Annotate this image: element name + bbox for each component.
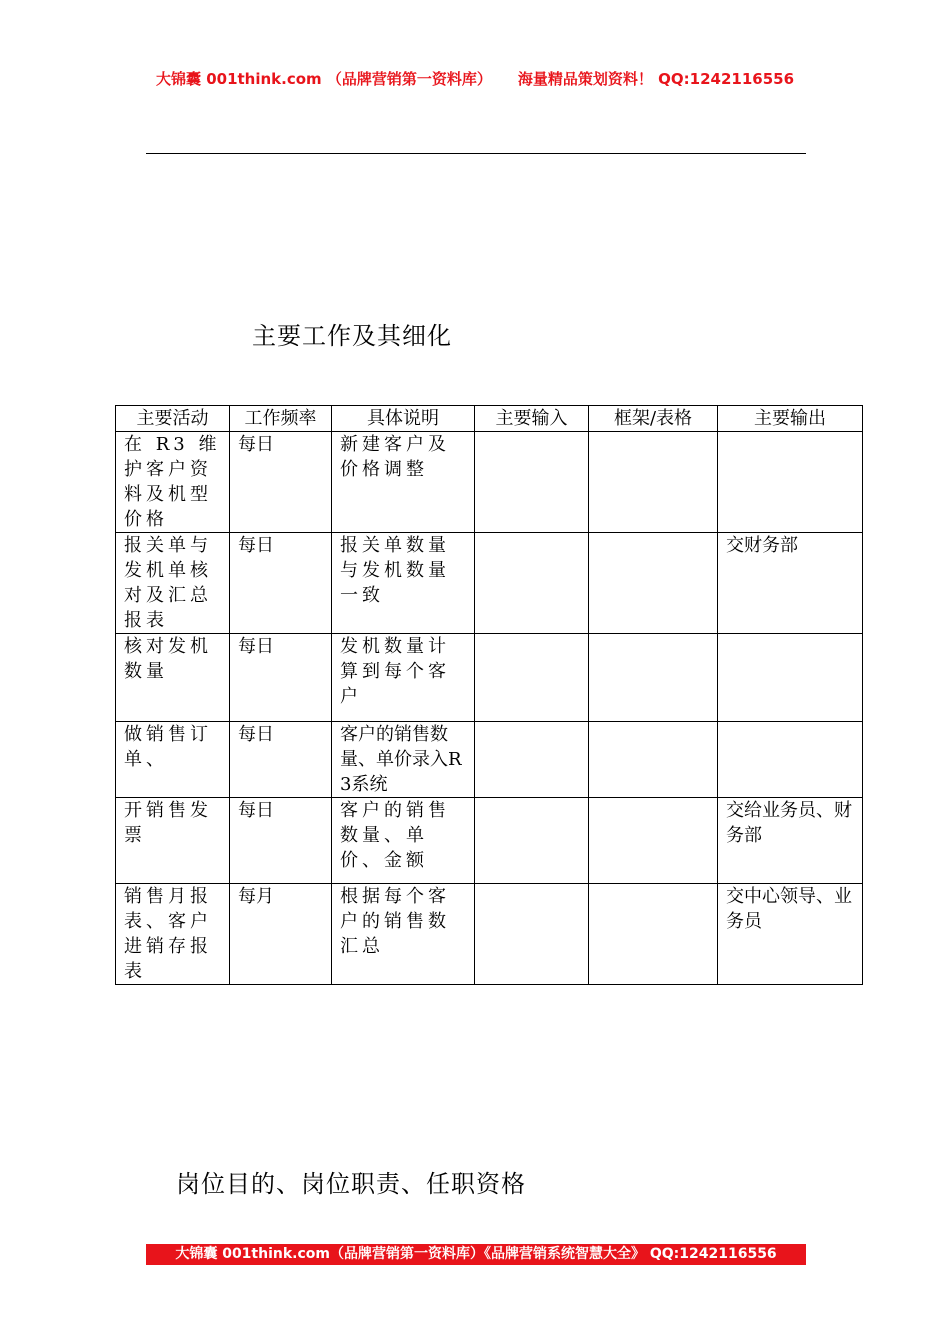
section-title-main-work: 主要工作及其细化 (252, 322, 452, 350)
cell-activity: 销售月报表、客户进销存报表 (116, 884, 230, 985)
table-row (116, 634, 863, 722)
table-row (116, 884, 863, 985)
cell-output (718, 722, 863, 798)
column-header-activity: 主要活动 (116, 406, 230, 432)
cell-description: 报关单数量与发机数量一致 (332, 533, 475, 634)
table-row (116, 722, 863, 798)
column-header-output: 主要输出 (718, 406, 863, 432)
cell-frequency: 每日 (230, 634, 332, 722)
table-row (116, 432, 863, 533)
cell-output (718, 634, 863, 722)
header-tagline-text: 海量精品策划资料！ QQ:1242116556 (517, 70, 795, 88)
cell-output: 交给业务员、财务部 (718, 798, 863, 884)
cell-frequency: 每日 (230, 533, 332, 634)
footer-banner: 大锦囊 001think.com（品牌营销第一资料库）《品牌营销系统智慧大全》 QQ:1242116556 (146, 1244, 806, 1265)
cell-framework (589, 722, 718, 798)
header-divider (146, 153, 806, 154)
header-banner (0, 68, 950, 89)
cell-output: 交中心领导、业务员 (718, 884, 863, 985)
cell-activity: 开销售发票 (116, 798, 230, 884)
column-header-frequency: 工作频率 (230, 406, 332, 432)
table-row (116, 798, 863, 884)
cell-description: 发机数量计算到每个客户 (332, 634, 475, 722)
cell-framework (589, 432, 718, 533)
section-title-position: 岗位目的、岗位职责、任职资格 (176, 1170, 526, 1198)
cell-input (475, 884, 589, 985)
cell-framework (589, 798, 718, 884)
cell-input (475, 722, 589, 798)
cell-output: 交财务部 (718, 533, 863, 634)
cell-input (475, 634, 589, 722)
table-row (116, 533, 863, 634)
work-table (115, 405, 863, 985)
cell-activity: 做销售订单、 (116, 722, 230, 798)
cell-frequency: 每日 (230, 798, 332, 884)
cell-framework (589, 533, 718, 634)
table-header-row (116, 406, 863, 432)
cell-activity: 报关单与发机单核对及汇总报表 (116, 533, 230, 634)
cell-input (475, 533, 589, 634)
cell-description: 客户的销售数量、单价、金额 (332, 798, 475, 884)
cell-frequency: 每月 (230, 884, 332, 985)
cell-input (475, 798, 589, 884)
cell-frequency: 每日 (230, 432, 332, 533)
cell-description: 新建客户及价格调整 (332, 432, 475, 533)
column-header-description: 具体说明 (332, 406, 475, 432)
cell-activity: 核对发机数量 (116, 634, 230, 722)
column-header-framework: 框架/表格 (589, 406, 718, 432)
cell-description: 客户的销售数量、单价录入R3系统 (332, 722, 475, 798)
cell-activity: 在 R3 维护客户资料及机型价格 (116, 432, 230, 533)
cell-output (718, 432, 863, 533)
header-site-text: 大锦囊 001think.com （品牌营销第一资料库） (155, 70, 492, 88)
column-header-input: 主要输入 (475, 406, 589, 432)
cell-framework (589, 884, 718, 985)
cell-framework (589, 634, 718, 722)
cell-description: 根据每个客户的销售数汇总 (332, 884, 475, 985)
cell-frequency: 每日 (230, 722, 332, 798)
cell-input (475, 432, 589, 533)
